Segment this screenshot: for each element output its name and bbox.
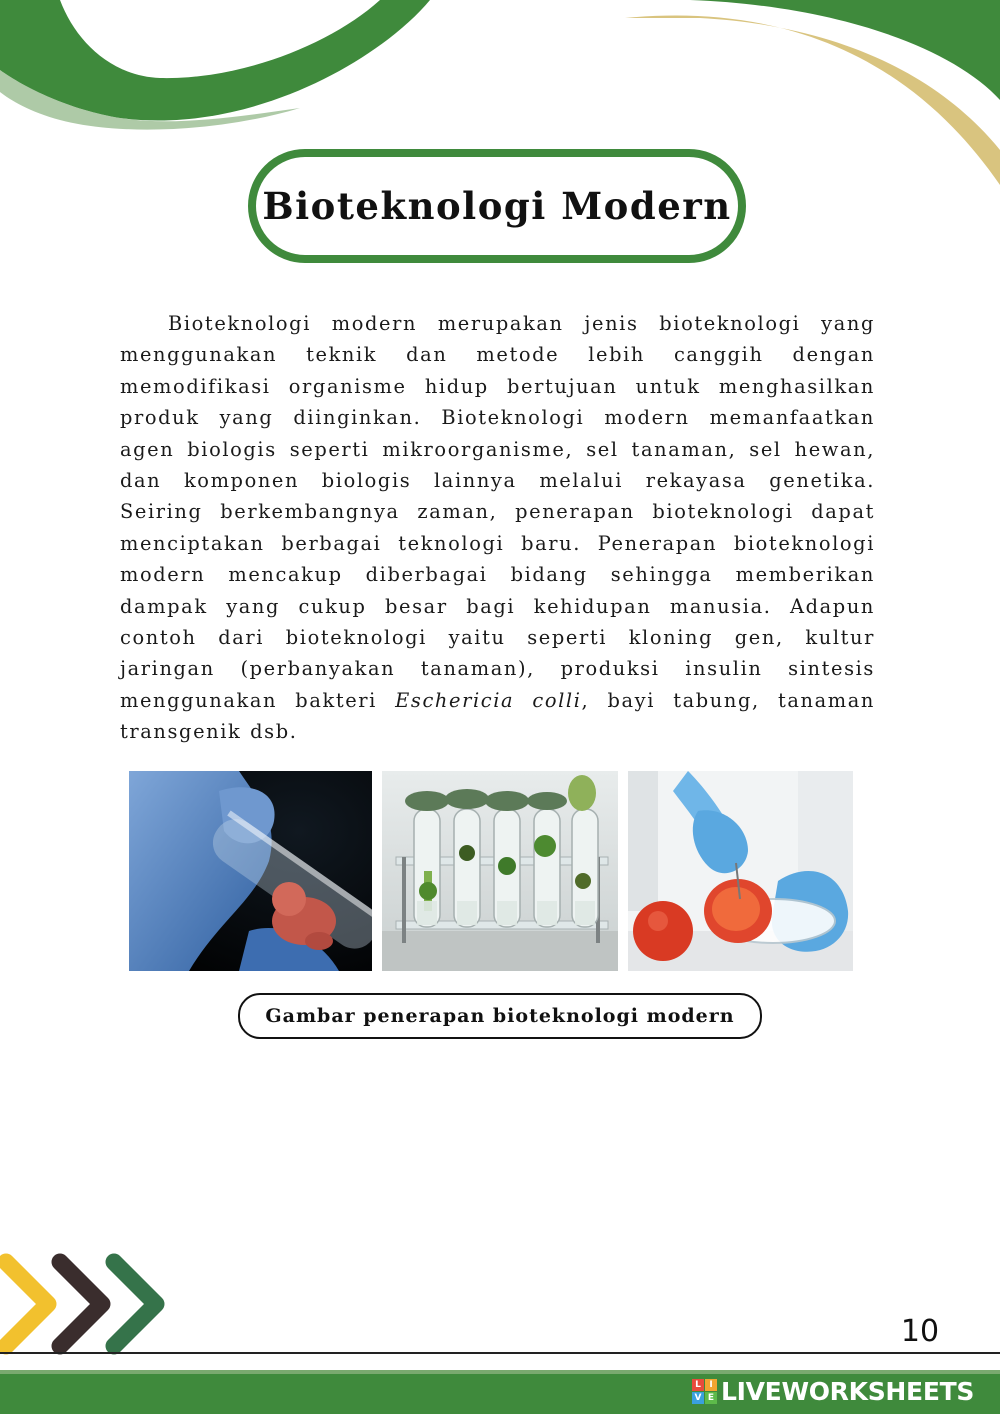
chevron-arrows-icon	[0, 1250, 175, 1360]
image-caption-frame	[238, 993, 762, 1039]
footer-divider	[0, 1352, 1000, 1354]
body-paragraph	[120, 308, 875, 748]
paragraph-italic-term: Eschericia colli	[395, 688, 582, 712]
paragraph-text-part: Bioteknologi modern merupakan jenis bioteknologi yang menggunakan teknik dan metode lebih canggih dengan memodifikasi organisme hidup bertujuan untuk menghasilkan produk yang diinginkan. Bioteknologi modern memanfaatkan agen biologis seperti mikroorganisme, sel tanaman, sel hewan, dan komponen biologis lainnya melalui rekayasa genetika. Seiring berkembangnya zaman, penerapan bioteknologi dapat menciptakan berbagai teknologi baru. Penerapan bioteknologi modern mencakup diberbagai bidang sehingga memberikan dampak yang cukup besar bagi kehidupan manusia. Adapun contoh dari bioteknologi yaitu seperti kloning gen, kultur jaringan (perbanyakan tanaman), produksi insulin sintesis menggunakan bakteri	[120, 312, 875, 712]
logo-letter-l: L	[692, 1379, 704, 1391]
photo-test-tube-baby	[129, 771, 372, 971]
logo-grid	[692, 1379, 717, 1404]
title-frame	[248, 149, 746, 263]
liveworksheets-wordmark: LIVEWORKSHEETS	[721, 1376, 975, 1406]
logo-letter-i: I	[705, 1379, 717, 1391]
photo-transgenic-tomato	[628, 771, 853, 971]
page-number: 10	[900, 1314, 940, 1349]
page-title: Bioteknologi Modern	[262, 184, 732, 228]
logo-letter-e: E	[705, 1392, 717, 1404]
logo-letter-v: V	[692, 1392, 704, 1404]
liveworksheets-logo-icon[interactable]	[692, 1376, 974, 1406]
photo-tissue-culture	[382, 771, 618, 971]
paragraph-text-end: , bayi tabung, tanaman transgenik dsb.	[120, 688, 875, 744]
image-caption: Gambar penerapan bioteknologi modern	[265, 1005, 735, 1027]
